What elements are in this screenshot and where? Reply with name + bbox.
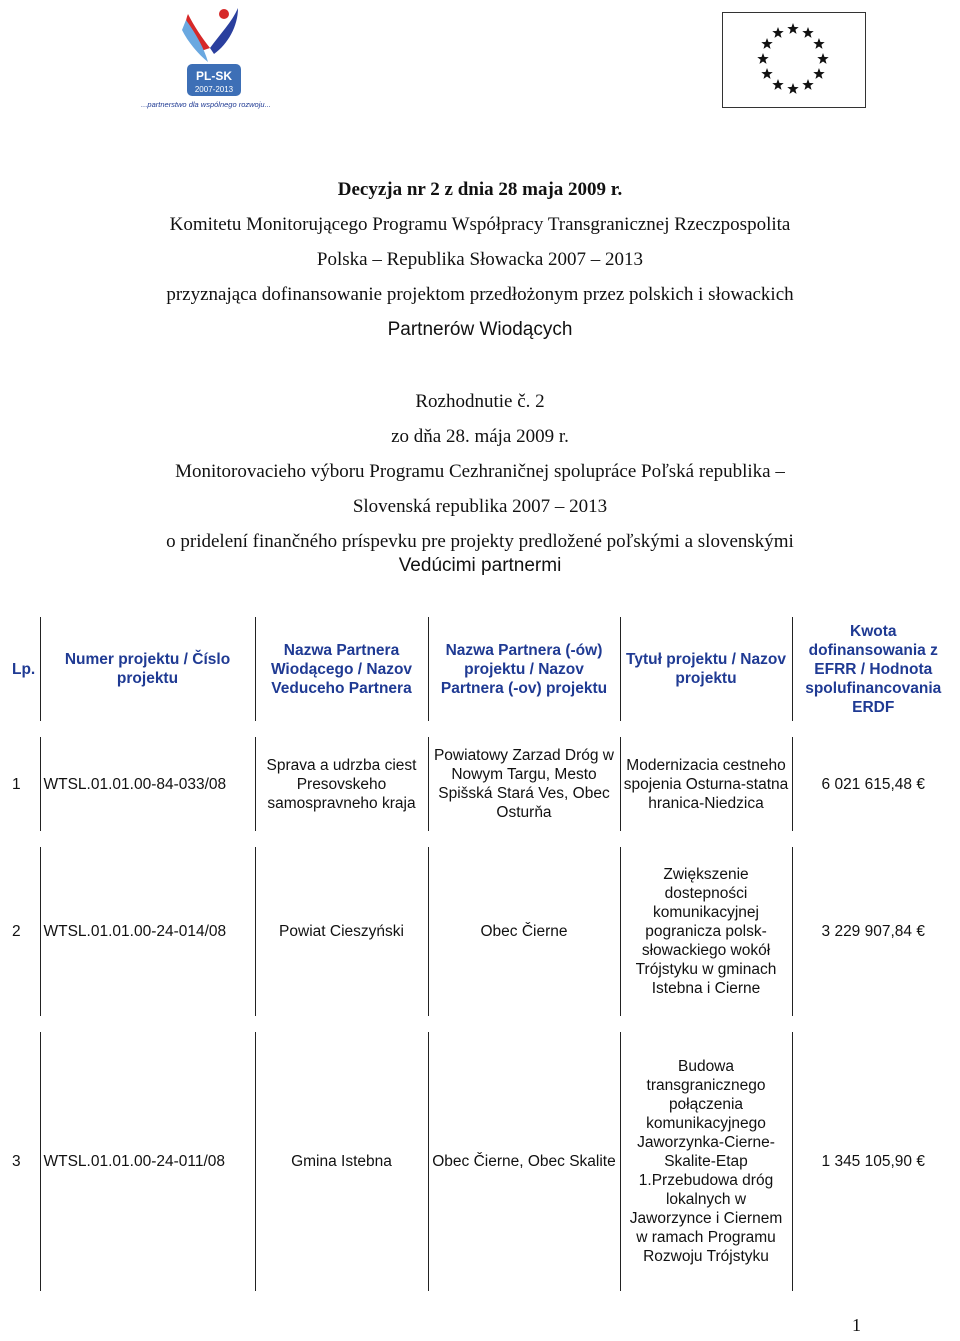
table-row [10,737,954,831]
heading-pl-line3: Polska – Republika Słowacka 2007 – 2013 [316,249,644,270]
eu-star-icon [772,27,783,38]
svg-text:2007-2013: 2007-2013 [194,85,234,94]
cell-partners: Powiatowy Zarzad Dróg w Nowym Targu, Mesto Spišská Stará Ves, Obec Osturňa [428,737,620,831]
svg-text:...partnerstwo dla wspólnego r: ...partnerstwo dla wspólnego rozwoju... [141,100,270,109]
heading-slovak [0,384,960,578]
eu-star-icon [761,38,772,49]
cell-amount [792,737,954,831]
heading-sk-line3: Monitorovacieho výboru Programu Cezhraničnej spolupráce Poľská republika – [175,461,785,482]
euro-sign: € [916,775,925,793]
cell-title: Budowa transgranicznego połączenia komunikacyjnego Jaworzynka-Cierne-Skalite-Etap 1.Przebudowa dróg lokalnych w Jaworzynce i Ciernem w ramach Programu Rozwoju Trójstyku [620,1032,792,1291]
table-row [10,1032,954,1291]
euro-sign: € [916,923,925,940]
cell-number: WTSL.01.01.00-24-014/08 [40,847,255,1016]
header-amount: Kwota dofinansowania z EFRR / Hodnota spolufinancovania ERDF [792,617,954,721]
projects-table [10,617,954,1291]
cell-lp: 2 [10,847,40,1016]
amount-value: 6 021 615,48 [821,775,913,793]
cell-amount [792,847,954,1016]
cell-lead-partner: Gmina Istebna [255,1032,428,1291]
svg-text:PL-SK: PL-SK [196,69,232,83]
table-header-row [10,617,954,721]
heading-sk-line4: Slovenská republika 2007 – 2013 [352,496,608,517]
eu-star-icon [802,79,813,90]
cell-number: WTSL.01.01.00-24-011/08 [40,1032,255,1291]
plsk-logo [140,4,270,112]
cell-title: Zwiększenie dostepności komunikacyjnej pogranicza polsk-słowackiego wokół Trójstyku w gminach Istebna i Cierne [620,847,792,1016]
table-row [10,847,954,1016]
cell-title: Modernizacia cestneho spojenia Osturna-statna hranica-Niedzica [620,737,792,831]
heading-pl-line5: Partnerów Wiodących [387,319,573,340]
eu-star-icon [761,68,772,79]
header-partners: Nazwa Partnera (-ów) projektu / Nazov Partnera (-ov) projektu [428,617,620,721]
heading-pl-line2: Komitetu Monitorującego Programu Współpracy Transgranicznej Rzeczpospolita [169,214,791,235]
header-title: Tytuł projektu / Nazov projektu [620,617,792,721]
heading-pl-line4: przyznająca dofinansowanie projektom przedłożonym przez polskich i słowackich [166,284,794,305]
euro-sign: € [916,1153,925,1170]
eu-star-icon [802,27,813,38]
eu-flag-logo [722,12,866,108]
cell-partners: Obec Čierne [428,847,620,1016]
eu-star-icon [787,83,798,94]
cell-lead-partner: Powiat Cieszyński [255,847,428,1016]
header-lead-partner: Nazwa Partnera Wiodącego / Nazov Veduceho Partnera [255,617,428,721]
cell-lp: 3 [10,1032,40,1291]
amount-value: 1 345 105,90 [821,1153,913,1170]
cell-lead-partner: Sprava a udrzba ciest Presovskeho samospravneho kraja [255,737,428,831]
decision-title-sk: Rozhodnutie č. 2 [415,391,545,412]
cell-number: WTSL.01.01.00-84-033/08 [40,737,255,831]
page-number: 1 [852,1315,861,1335]
eu-star-icon [772,79,783,90]
decision-title-pl: Decyzja nr 2 z dnia 28 maja 2009 r. [337,179,623,200]
cell-amount [792,1032,954,1291]
eu-star-icon [813,68,824,79]
cell-lp: 1 [10,737,40,831]
eu-star-icon [757,53,768,64]
cell-partners: Obec Čierne, Obec Skalite [428,1032,620,1291]
header-lp: Lp. [10,617,40,721]
header-number: Numer projektu / Číslo projektu [40,617,255,721]
heading-polish [0,172,960,347]
amount-value: 3 229 907,84 [821,923,913,940]
eu-star-icon [813,38,824,49]
eu-star-icon [787,23,798,34]
heading-sk-line2: zo dňa 28. mája 2009 r. [391,426,569,447]
heading-sk-line5: o pridelení finančného príspevku pre projekty predložené poľskými a slovenskými [166,531,794,552]
heading-sk-line6: Vedúcimi partnermi [398,555,562,576]
eu-star-icon [817,53,828,64]
